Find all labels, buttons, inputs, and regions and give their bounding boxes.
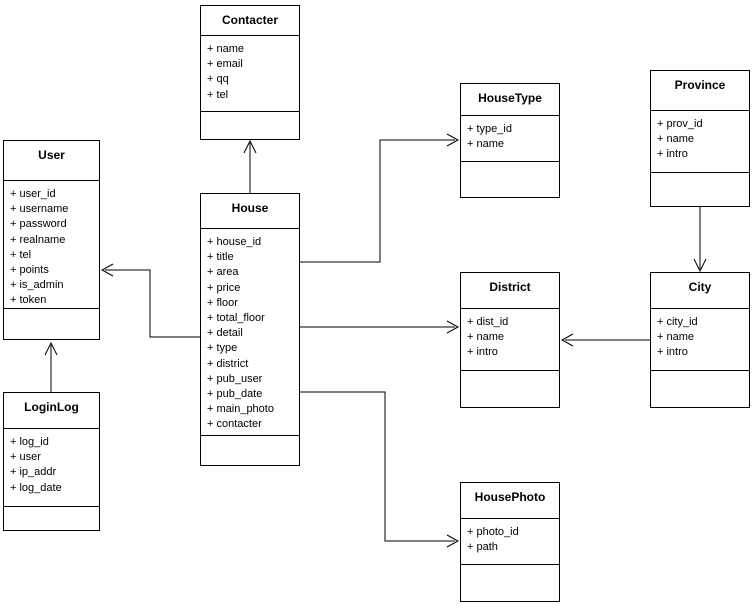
class-operations-city [651, 371, 749, 387]
class-title-city: City [651, 273, 749, 309]
attribute: + log_id [10, 436, 49, 448]
attribute: + pub_date [207, 388, 263, 401]
attribute: + name [467, 331, 504, 344]
class-operations-loginlog [4, 507, 99, 523]
class-operations-housephoto [461, 565, 559, 581]
attribute: + total_floor [207, 312, 265, 325]
link-house-housephoto [300, 392, 455, 541]
link-house-user [105, 270, 200, 337]
uml-class-housetype[interactable] [460, 83, 560, 198]
attribute: + district [207, 357, 249, 370]
class-attributes-housetype [461, 116, 559, 162]
attribute: + intro [467, 346, 498, 359]
attribute: + log_date [10, 481, 62, 494]
attribute: + name [657, 133, 694, 146]
uml-class-city[interactable] [650, 272, 750, 408]
attribute: + email [207, 58, 243, 71]
attribute: + qq [207, 73, 229, 86]
class-operations-house [201, 436, 299, 452]
attribute: + photo_id [467, 526, 519, 538]
class-title-district: District [461, 273, 559, 309]
class-attributes-house [201, 229, 299, 436]
attribute: + price [207, 281, 241, 294]
class-operations-user [4, 309, 99, 325]
class-attributes-district [461, 309, 559, 371]
attribute: + user [10, 451, 41, 464]
attribute: + type_id [467, 123, 512, 135]
attribute: + prov_id [657, 118, 703, 130]
uml-class-province[interactable] [650, 70, 750, 207]
class-attributes-province [651, 111, 749, 173]
class-attributes-user [4, 181, 99, 309]
attribute: + main_photo [207, 403, 274, 416]
attribute: + house_id [207, 236, 262, 248]
class-title-contacter: Contacter [201, 6, 299, 36]
attribute: + ip_addr [10, 466, 57, 479]
class-attributes-housephoto [461, 519, 559, 565]
uml-class-loginlog[interactable] [3, 392, 100, 531]
attribute: + name [467, 138, 504, 151]
class-title-province: Province [651, 71, 749, 111]
class-operations-district [461, 371, 559, 387]
class-title-user: User [4, 141, 99, 181]
class-title-housephoto: HousePhoto [461, 483, 559, 519]
attribute: + username [10, 203, 69, 216]
attribute: + type [207, 342, 238, 355]
uml-class-user[interactable] [3, 140, 100, 340]
attribute: + pub_user [207, 372, 263, 385]
attribute: + path [467, 541, 498, 554]
class-attributes-loginlog [4, 429, 99, 507]
attribute: + name [657, 331, 694, 344]
attribute: + detail [207, 327, 243, 340]
attribute: + area [207, 266, 239, 279]
attribute: + tel [10, 248, 32, 261]
attribute: + city_id [657, 316, 698, 328]
class-operations-contacter [201, 112, 299, 128]
attribute: + realname [10, 233, 66, 246]
class-attributes-contacter [201, 36, 299, 112]
attribute: + points [10, 264, 49, 277]
class-title-housetype: HouseType [461, 84, 559, 116]
uml-class-contacter[interactable] [200, 5, 300, 140]
uml-class-house[interactable] [200, 193, 300, 466]
uml-class-district[interactable] [460, 272, 560, 408]
attribute: + floor [207, 296, 238, 309]
class-title-loginlog: LoginLog [4, 393, 99, 429]
attribute: + is_admin [10, 279, 64, 292]
attribute: + contacter [207, 418, 262, 431]
attribute: + name [207, 43, 244, 55]
class-title-house: House [201, 194, 299, 229]
attribute: + password [10, 218, 67, 231]
attribute: + token [10, 294, 47, 307]
class-attributes-city [651, 309, 749, 371]
class-operations-province [651, 173, 749, 189]
attribute: + intro [657, 346, 688, 359]
attribute: + intro [657, 148, 688, 161]
attribute: + title [207, 251, 234, 264]
attribute: + tel [207, 88, 229, 101]
uml-class-housephoto[interactable] [460, 482, 560, 602]
attribute: + dist_id [467, 316, 509, 328]
attribute: + user_id [10, 188, 56, 200]
class-operations-housetype [461, 162, 559, 178]
link-house-housetype [300, 140, 455, 262]
